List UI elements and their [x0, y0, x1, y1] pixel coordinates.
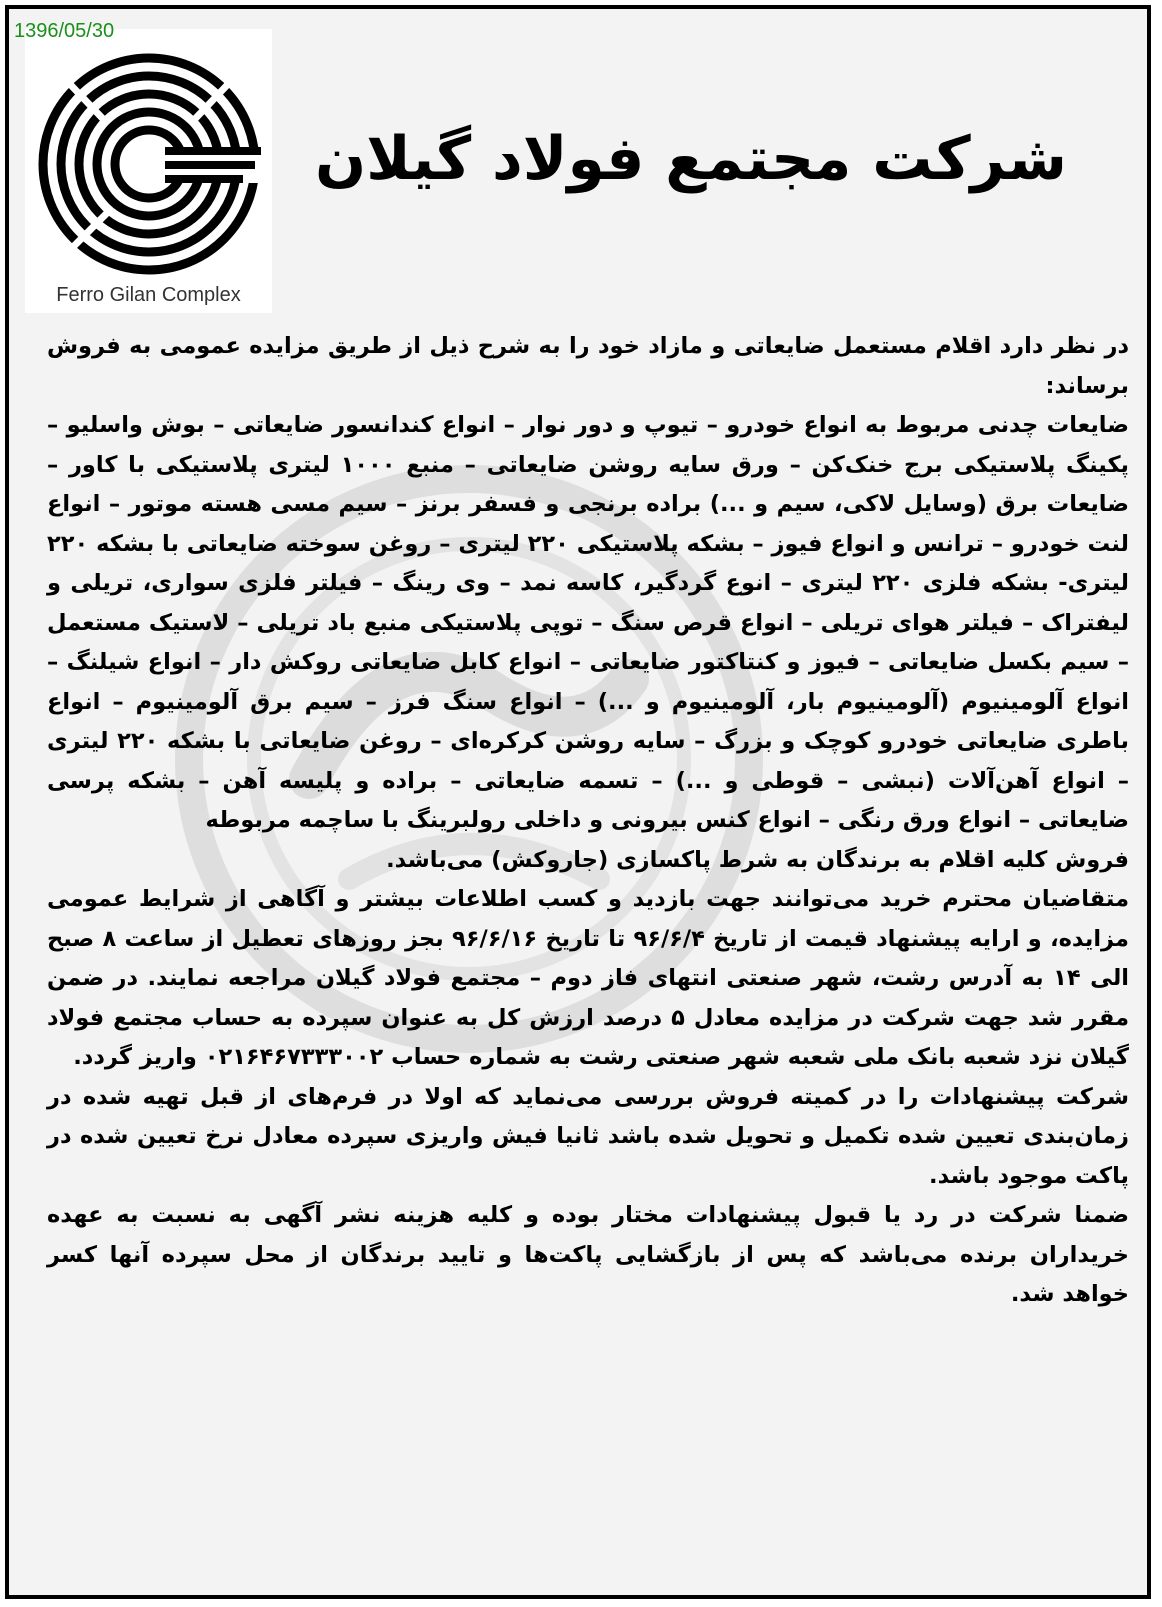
- review-paragraph: شرکت پیشنهادات را در کمیته فروش بررسی می‌نماید که اولا در فرم‌های از قبل تهیه شده در زمان‌بندی تعیین شده تکمیل و تحویل شده باشد ثانیا فیش واریزی سپرده معادل نرخ تعیین شده در پاکت موجود باشد.: [47, 1083, 1129, 1189]
- company-title: شرکت مجتمع فولاد گیلان: [314, 124, 1067, 194]
- cost-paragraph: ضمنا شرکت در رد یا قبول پیشنهادات مختار بوده و کلیه هزینه نشر آگهی به نسبت به عهده خریداران برنده می‌باشد که پس از بازگشایی پاکت‌ها و تایید برندگان از محل سپرده آنها کسر خواهد شد.: [47, 1202, 1129, 1307]
- logo-caption: Ferro Gilan Complex: [56, 284, 241, 306]
- sale-condition-paragraph: فروش کلیه اقلام به برندگان به شرط پاکسازی (جاروکش) می‌باشد.: [386, 846, 1129, 873]
- items-list-paragraph: ضایعات چدنی مربوط به انواع خودرو – تیوپ و دور نوار – انواع کندانسور ضایعاتی – بوش واسلیو – پکینگ پلاستیکی برج خنک‌کن – ورق سایه روشن ضایعاتی – منبع ۱۰۰۰ لیتری پلاستیکی با کاور – ضایعات برق (وسایل لاکی، سیم و ...) براده برنجی و فسفر برنز – سیم مسی هسته موتور – انواع لنت خودرو – ترانس و انواع فیوز – بشکه پلاستیکی ۲۲۰ لیتری – روغن سوخته ضایعاتی با بشکه ۲۲۰ لیتری- بشکه فلزی ۲۲۰ لیتری – انوع گردگیر، کاسه نمد – وی رینگ – فیلتر فلزی سواری، تریلی و لیفتراک – فیلتر هوای تریلی – انواع قرص سنگ – توپی پلاستیکی منبع باد تریلی – لاستیک مستعمل – سیم بکسل ضایعاتی – فیوز و کنتاکتور ضایعاتی – انواع کابل ضایعاتی روکش دار – انواع شیلنگ – انواع آلومینیوم (آلومینیوم بار، آلومینیوم و ...) – انواع سنگ فرز – سیم برق آلومینیوم – انواع باطری ضایعاتی خودرو کوچک و بزرگ – سایه روشن کرکره‌ای – روغن ضایعاتی با بشکه ۲۲۰ لیتری – انواع آهن‌آلات (نبشی – قوطی و ...) – تسمه ضایعاتی – براده و پلیسه آهن – بشکه پرسی ضایعاتی – انواع ورق رنگی – انواع کنس بیرونی و داخلی رولبرینگ با ساچمه مربوطه: [47, 412, 1129, 833]
- visit-and-deposit-paragraph: متقاضیان محترم خرید می‌توانند جهت بازدید و کسب اطلاعات بیشتر و آگاهی از شرایط عمومی مزایده، و ارایه پیشنهاد قیمت از تاریخ ۹۶/۶/۴ تا تاریخ ۹۶/۶/۱۶ بجز روزهای تعطیل از ساعت ۸ صبح الی ۱۴ به آدرس رشت، شهر صنعتی انتهای فاز دوم – مجتمع فولاد گیلان مراجعه نمایند. در ضمن مقرر شد جهت شرکت در مزایده معادل ۵ درصد ارزش کل به عنوان سپرده به حساب مجتمع فولاد گیلان نزد شعبه بانک ملی شعبه شهر صنعتی رشت به شماره حساب ۰۲۱۶۴۶۷۳۳۳۰۰۲ واریز گردد.: [47, 886, 1129, 1070]
- company-logo: [25, 29, 272, 313]
- ad-frame: [5, 5, 1151, 1599]
- announcement-body: [47, 327, 1129, 1315]
- intro-paragraph: در نظر دارد اقلام مستعمل ضایعاتی و مازاد خود را به شرح ذیل از طریق مزایده عمومی به فروش برساند:: [47, 333, 1129, 399]
- publish-date: 1396/05/30: [14, 20, 115, 42]
- ferro-gilan-logo-icon: [29, 51, 269, 277]
